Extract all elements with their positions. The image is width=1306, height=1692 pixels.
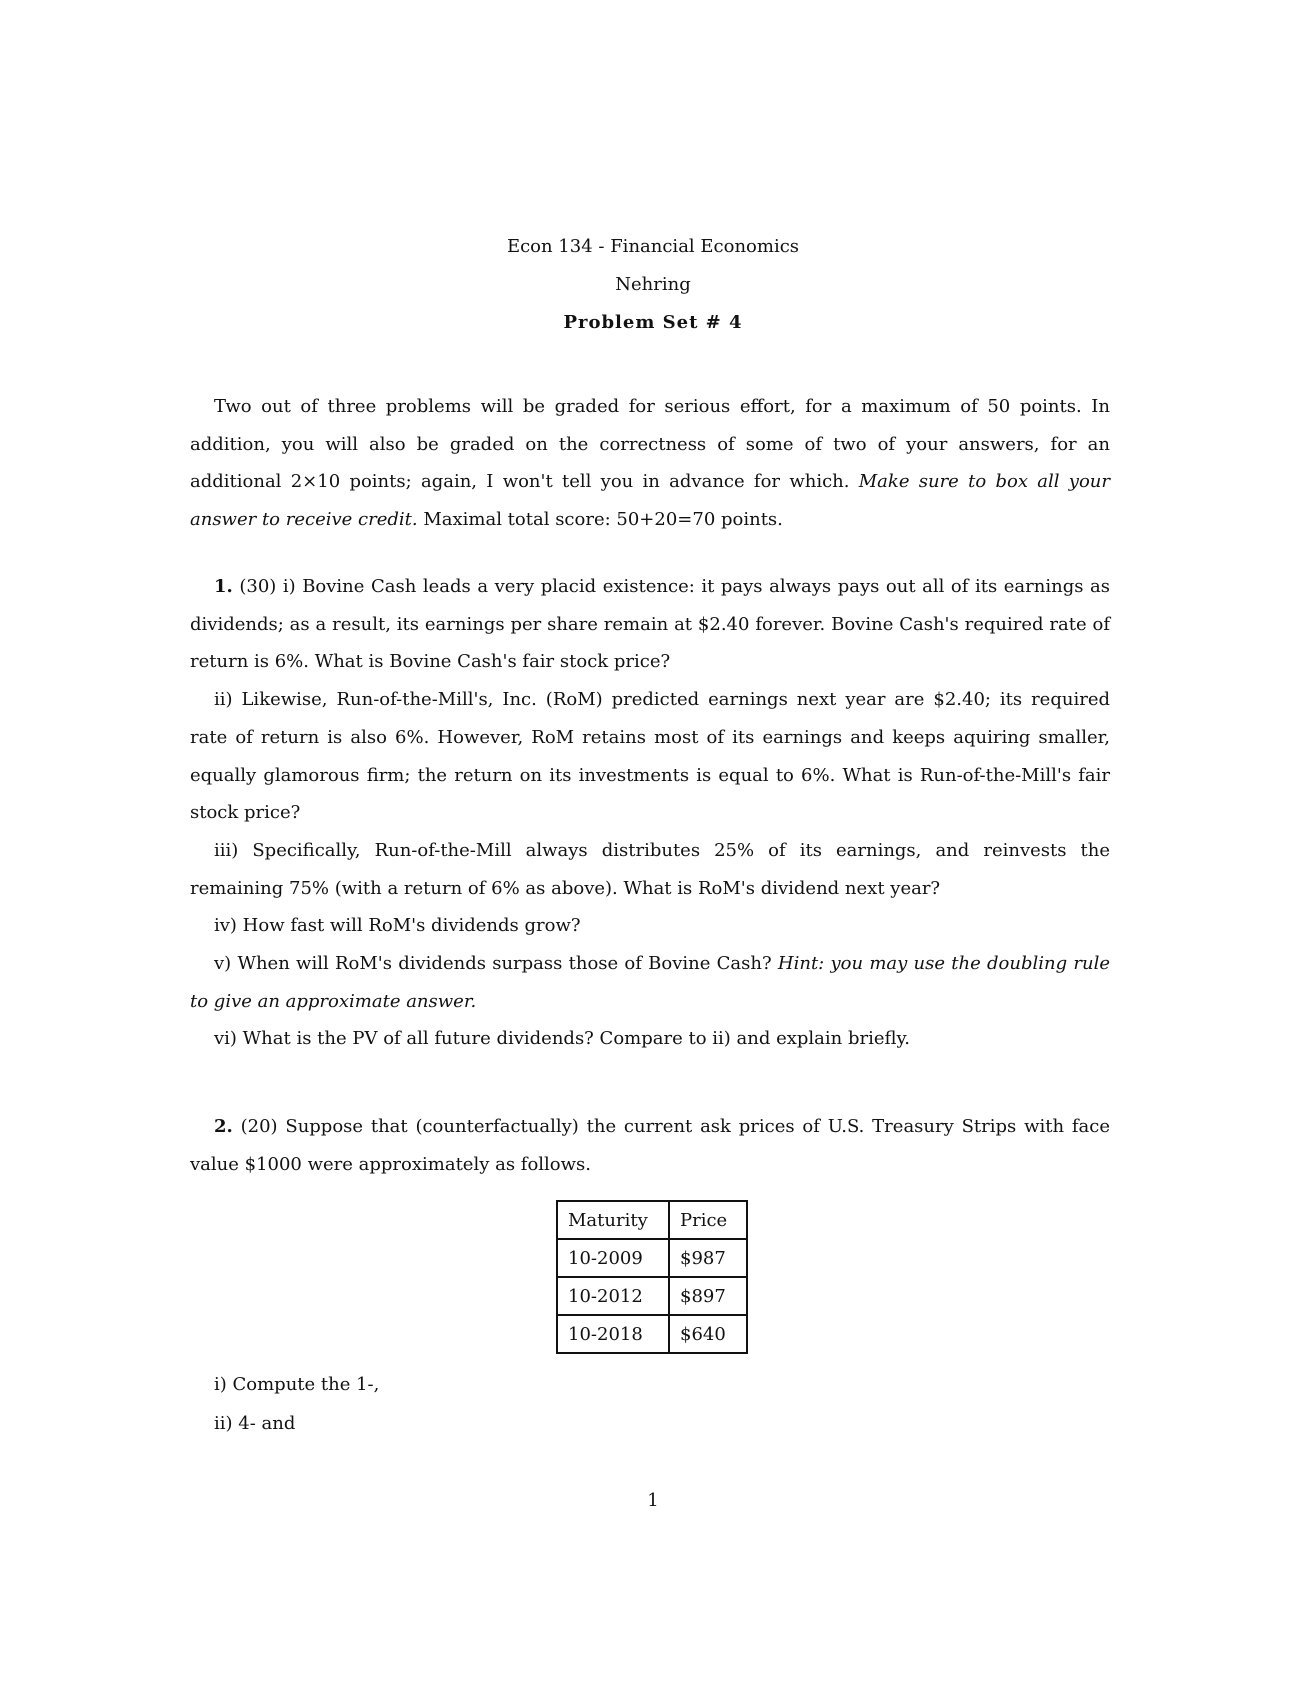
problem-1-part-ii: ii) Likewise, Run-of-the-Mill's, Inc. (RoM) predicted earnings next year are $2.40; its required rate of return is also 6%. However, RoM retains most of its earnings and keeps aquiring smaller, equally glamorous firm; the return on its investments is equal to 6%. What is Run-of-the-Mill's fair stock price? <box>190 689 1110 824</box>
table-header-row <box>557 1201 747 1239</box>
table-row <box>557 1239 747 1277</box>
strips-table <box>556 1200 748 1354</box>
problem-2-part-i: i) Compute the 1-, <box>214 1374 380 1395</box>
problem-1-number: 1. <box>214 576 233 597</box>
table-cell-maturity: 10-2018 <box>557 1315 669 1353</box>
problem-1-part-i: (30) i) Bovine Cash leads a very placid existence: it pays always pays out all of its earnings as dividends; as a result, its earnings per share remain at $2.40 forever. Bovine Cash's required rate of return is 6%. What is Bovine Cash's fair stock price? <box>190 576 1110 673</box>
table-cell-maturity: 10-2012 <box>557 1277 669 1315</box>
page-number: 1 <box>647 1490 659 1511</box>
intro-text: Two out of three problems will be graded for serious effort, for a maximum of 50 points. In addition, you will also be graded on the correctness of some of two of your answers, for an additional 2×10 points; again, I won't tell you in advance for which. <box>190 396 1110 493</box>
problem-1-part-v: v) When will RoM's dividends surpass those of Bovine Cash? <box>214 953 778 975</box>
table-cell-price: $987 <box>669 1239 747 1277</box>
table-cell-maturity: 10-2009 <box>557 1239 669 1277</box>
course-title: Econ 134 - Financial Economics <box>506 236 800 257</box>
problem-1-part-vi: vi) What is the PV of all future dividends? Compare to ii) and explain briefly. <box>214 1028 911 1050</box>
table-header-price: Price <box>669 1201 747 1239</box>
document-header <box>0 228 1306 342</box>
table-row <box>557 1277 747 1315</box>
instructor-name: Nehring <box>615 274 691 295</box>
intro-end: Maximal total score: 50+20=70 points. <box>417 509 783 531</box>
problem-2-number: 2. <box>214 1116 233 1137</box>
intro-italic: Make sure to box all your answer to receive credit. <box>190 471 1110 531</box>
problem-set-title: Problem Set # 4 <box>563 312 743 333</box>
problem-1-part-iii: iii) Specifically, Run-of-the-Mill always distributes 25% of its earnings, and reinvests the remaining 75% (with a return of 6% as above). What is RoM's dividend next year? <box>190 839 1110 899</box>
table-row <box>557 1315 747 1353</box>
table-cell-price: $640 <box>669 1315 747 1353</box>
problem-1-part-iv: iv) How fast will RoM's dividends grow? <box>214 915 581 937</box>
table-cell-price: $897 <box>669 1277 747 1315</box>
table-header-maturity: Maturity <box>557 1201 669 1239</box>
problem-1 <box>190 568 1110 1058</box>
problem-2 <box>190 1108 1110 1183</box>
intro-paragraph <box>190 388 1110 539</box>
problem-2-text: (20) Suppose that (counterfactually) the current ask prices of U.S. Treasury Strips with face value $1000 were approximately as follows. <box>190 1116 1110 1175</box>
problem-2-part-ii: ii) 4- and <box>214 1413 296 1434</box>
strips-table-container <box>556 1200 748 1354</box>
problem-1-hint: Hint: you may use the doubling rule to give an approximate answer. <box>190 953 1110 1012</box>
